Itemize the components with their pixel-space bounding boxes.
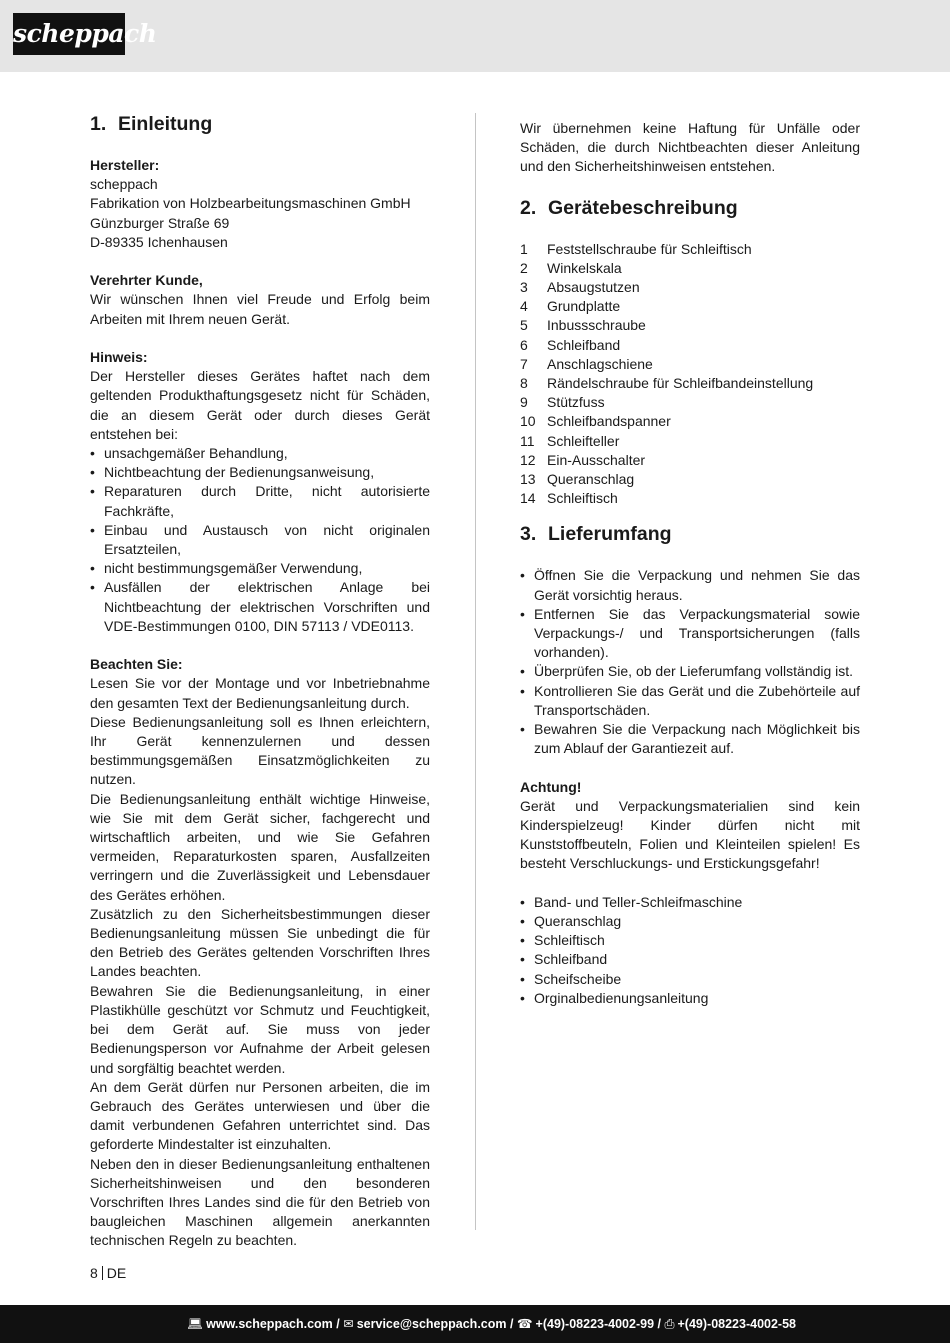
section-heading-geraetebeschreibung: 2. Gerätebeschreibung <box>520 196 738 219</box>
parts-list-item: 11 Schleifteller <box>520 432 620 449</box>
divider <box>102 1266 103 1280</box>
manufacturer-company: Fabrikation von Holzbearbeitungsmaschinen GmbH <box>90 195 411 212</box>
parts-list-item: 9 Stützfuss <box>520 394 605 411</box>
hinweis-label: Hinweis: <box>90 349 148 365</box>
hersteller-label: Hersteller: <box>90 157 160 173</box>
paragraph: Diese Bedienungsanleitung soll es Ihnen erleichtern, Ihr Gerät kennenzulernen und dessen bestimmungsgemäßen Einsatzmöglichkeiten zu nutzen. <box>90 713 430 788</box>
scope-list <box>520 893 860 1008</box>
website-link[interactable]: www.scheppach.com <box>206 1317 333 1331</box>
list-item: • unsachgemäßer Behandlung, <box>90 444 430 463</box>
section-heading-einleitung: 1. Einleitung <box>90 113 213 135</box>
achtung-text: Gerät und Verpackungsmaterialien sind kein Kinderspielzeug! Kinder dürfen nicht mit Kunststoffbeuteln, Folien und Kleinteilen spielen! Es besteht Verschluckungs- und Erstickungsgefahr! <box>520 797 860 872</box>
parts-list-item: 2 Winkelskala <box>520 259 622 276</box>
lieferumfang-steps <box>520 566 860 758</box>
parts-list-item: 8 Rändelschraube für Schleifbandeinstellung <box>520 375 814 392</box>
list-item: • Scheifscheibe <box>520 970 860 989</box>
phone-number: +(49)-08223-4002-99 <box>535 1317 655 1331</box>
parts-list-item: 6 Schleifband <box>520 336 621 353</box>
manufacturer-name: scheppach <box>90 176 158 193</box>
right-column <box>520 119 860 1008</box>
manufacturer-city: D-89335 Ichenhausen <box>90 233 228 250</box>
header-band <box>0 0 950 72</box>
list-item: • Schleiftisch <box>520 931 860 950</box>
parts-list-item: 3 Absaugstutzen <box>520 279 640 296</box>
list-item: • Band- und Teller-Schleifmaschine <box>520 893 860 912</box>
list-item: • Schleifband <box>520 950 860 969</box>
scheppach-logo: scheppach <box>13 13 125 55</box>
kunde-text: Wir wünschen Ihnen viel Freude und Erfolg beim Arbeiten mit Ihrem neuen Gerät. <box>90 291 430 327</box>
manufacturer-street: Günzburger Straße 69 <box>90 214 230 231</box>
beachten-label: Beachten Sie: <box>90 656 183 673</box>
hinweis-text: Der Hersteller dieses Gerätes haftet nach dem geltenden Produkthaftungsgesetz nicht für Schäden, die an diesem Gerät oder durch dieses Gerät entstehen bei: <box>90 368 430 442</box>
paragraph: Bewahren Sie die Bedienungsanleitung, in einer Plastikhülle geschützt vor Schmutz und Feuchtigkeit, bei dem Gerät auf. Sie muss von jeder Bedienungsperson vor Aufnahme der Arbeit gelesen und sorgfältig beachtet werden. <box>90 982 430 1076</box>
parts-list-item: 13 Queranschlag <box>520 471 635 488</box>
list-item: • Ausfällen der elektrischen Anlage bei Nichtbeachtung der elektrischen Vorschriften und VDE-Bestimmungen 0100, DIN 57113 / VDE0113. <box>90 578 430 636</box>
list-item: • Kontrollieren Sie das Gerät und die Zubehörteile auf Transportschäden. <box>520 682 860 720</box>
email-link[interactable]: service@scheppach.com <box>356 1317 507 1331</box>
fax-icon: ⎙ <box>664 1317 675 1331</box>
list-item: • Öffnen Sie die Verpackung und nehmen Sie das Gerät vorsichtig heraus. <box>520 566 860 604</box>
parts-list-item: 5 Inbussschraube <box>520 317 646 334</box>
paragraph: Lesen Sie vor der Montage und vor Inbetriebnahme den gesamten Text der Bedienungsanleitung durch. <box>90 675 430 711</box>
parts-list-item: 1 Feststellschraube für Schleiftisch <box>520 240 752 257</box>
parts-list-item: 7 Anschlagschiene <box>520 355 653 372</box>
envelope-icon: ✉︎ <box>343 1317 354 1331</box>
kunde-label: Verehrter Kunde, <box>90 272 203 289</box>
section-heading-lieferumfang: 3. Lieferumfang <box>520 523 672 546</box>
list-item: • Reparaturen durch Dritte, nicht autorisierte Fachkräfte, <box>90 482 430 520</box>
footer-contact-band <box>0 1305 950 1343</box>
list-item: • nicht bestimmungsgemäßer Verwendung, <box>90 559 430 578</box>
parts-list <box>520 240 860 509</box>
list-item: • Bewahren Sie die Verpackung nach Möglichkeit bis zum Ablauf der Garantiezeit auf. <box>520 720 860 758</box>
list-item: • Einbau und Austausch von nicht originalen Ersatzteilen, <box>90 521 430 559</box>
hinweis-list <box>90 444 430 636</box>
achtung-label: Achtung! <box>520 778 582 795</box>
column-divider <box>475 113 476 1230</box>
parts-list-item: 12 Ein-Ausschalter <box>520 451 646 468</box>
list-item: • Überprüfen Sie, ob der Lieferumfang vollständig ist. <box>520 662 860 681</box>
parts-list-item: 10 Schleifbandspanner <box>520 413 671 430</box>
paragraph: Neben den in dieser Bedienungsanleitung enthaltenen Sicherheitshinweisen und den besonderen Vorschriften Ihres Landes sind die für den Betrieb von baugleichen Maschinen allgemein anerkannten technischen Regeln zu beachten. <box>90 1155 430 1249</box>
list-item: • Nichtbeachtung der Bedienungsanweisung, <box>90 463 430 482</box>
paragraph: An dem Gerät dürfen nur Personen arbeiten, die im Gebrauch des Gerätes unterwiesen und über die damit verbundenen Gefahren unterrichtet sind. Das geforderte Mindestalter ist einzuhalten. <box>90 1078 430 1153</box>
list-item: • Queranschlag <box>520 912 860 931</box>
telephone-icon: ☎︎ <box>516 1317 533 1331</box>
left-column <box>90 112 430 1251</box>
parts-list-item: 4 Grundplatte <box>520 298 621 315</box>
paragraph: Zusätzlich zu den Sicherheitsbestimmungen dieser Bedienungsanleitung müssen Sie unbedingt die für den Betrieb des Gerätes geltenden Vorschriften Ihres Landes beachten. <box>90 905 430 980</box>
list-item: • Orginalbedienungsanleitung <box>520 989 860 1008</box>
parts-list-item: 14 Schleiftisch <box>520 490 618 507</box>
page-number: 8 DE <box>90 1265 127 1281</box>
paragraph: Die Bedienungsanleitung enthält wichtige Hinweise, wie Sie mit dem Gerät sicher, fachgerecht und wirtschaftlich arbeiten, und wie Sie Gefahren vermeiden, Reparaturkosten sparen, Ausfallzeiten verringern und die Zuverlässigkeit und Lebensdauer des Gerätes erhöhen. <box>90 790 430 903</box>
computer-icon: 💻︎ <box>187 1317 204 1331</box>
haftung-text: Wir übernehmen keine Haftung für Unfälle oder Schäden, die durch Nichtbeachten dieser Anleitung und den Sicherheitshinweisen entstehen. <box>520 120 860 175</box>
footer-contacts: 💻︎ www.scheppach.com / ✉︎ service@scheppach.com / ☎︎ +(49)-08223-4002-99 / ⎙ +(49)-08223-4002-58 <box>187 1317 796 1331</box>
list-item: • Entfernen Sie das Verpackungsmaterial sowie Verpackungs-/ und Transportsicherungen (falls vorhanden). <box>520 605 860 663</box>
fax-number: +(49)-08223-4002-58 <box>677 1317 796 1331</box>
